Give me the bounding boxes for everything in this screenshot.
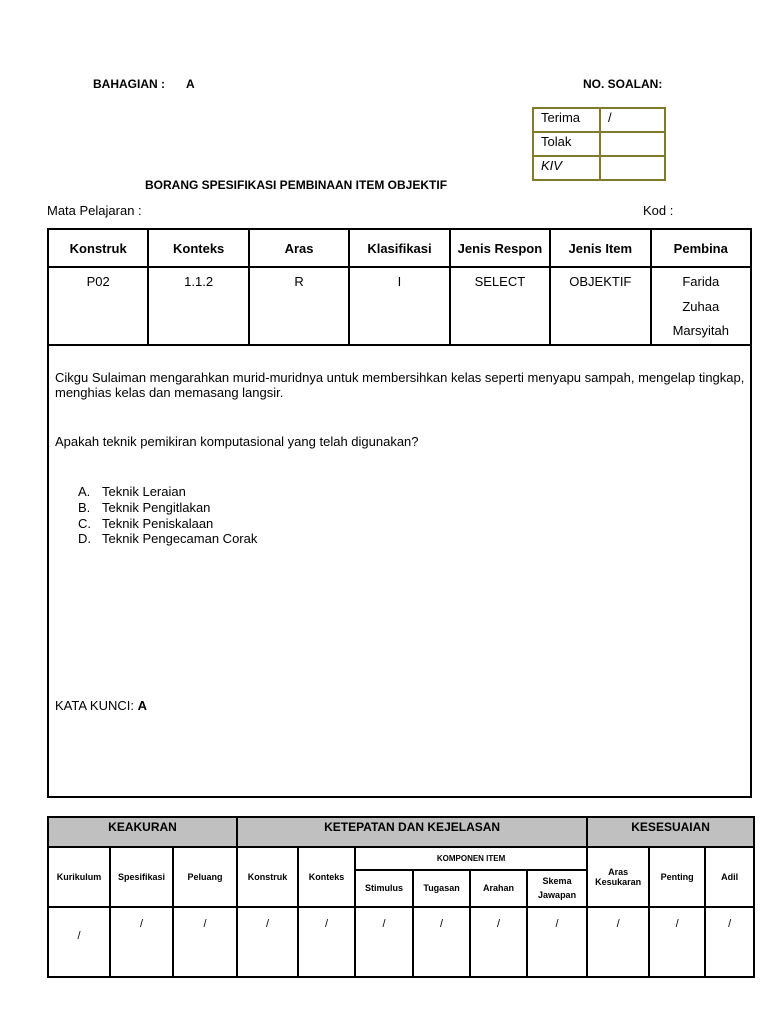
spec-header-konteks: Konteks	[148, 229, 248, 267]
answer-key-value: A	[137, 698, 147, 713]
answer-option	[78, 531, 257, 547]
rubric-mark: /	[173, 907, 237, 977]
answer-option	[78, 484, 257, 500]
answer-option	[78, 500, 257, 516]
rubric-mark: /	[355, 907, 413, 977]
rubric-group-ketepatan: KETEPATAN DAN KEJELASAN	[237, 817, 587, 847]
status-label-kiv: KIV	[533, 156, 600, 180]
rubric-table	[47, 816, 755, 978]
spec-value-pembina	[651, 267, 751, 345]
pembina-name: Zuhaa	[682, 298, 720, 314]
rubric-col-peluang: Peluang	[173, 847, 237, 907]
rubric-mark: /	[413, 907, 470, 977]
rubric-mark: /	[705, 907, 754, 977]
option-letter: C.	[78, 515, 91, 531]
option-letter: B.	[78, 499, 91, 515]
rubric-col-konstruk: Konstruk	[237, 847, 298, 907]
spec-header-jenis-item: Jenis Item	[550, 229, 650, 267]
rubric-col-skema-jawapan: Skema Jawapan	[527, 870, 587, 907]
answer-option	[78, 516, 257, 532]
spec-value-konteks: 1.1.2	[148, 267, 248, 345]
rubric-col-aras-kesukaran: Aras Kesukaran	[587, 847, 649, 907]
option-text: Teknik Leraian	[102, 484, 186, 499]
spec-header-klasifikasi: Klasifikasi	[349, 229, 449, 267]
spec-header-konstruk: Konstruk	[48, 229, 148, 267]
rubric-col-arahan: Arahan	[470, 870, 527, 907]
rubric-col-konteks: Konteks	[298, 847, 355, 907]
option-text: Teknik Pengitlakan	[102, 499, 211, 515]
answer-options	[78, 484, 257, 547]
rubric-mark: /	[527, 907, 587, 977]
spec-value-jenis-respon: SELECT	[450, 267, 550, 345]
question-box	[47, 343, 752, 798]
answer-key-label: KATA KUNCI:	[55, 698, 134, 713]
spec-value-konstruk: P02	[48, 267, 148, 345]
status-label-terima: Terima	[533, 108, 600, 132]
option-letter: D.	[78, 531, 91, 547]
rubric-mark: /	[587, 907, 649, 977]
question-prompt: Apakah teknik pemikiran komputasional yang telah digunakan?	[55, 434, 419, 449]
status-label-tolak: Tolak	[533, 132, 600, 156]
option-text: Teknik Peniskalaan	[102, 515, 214, 531]
rubric-col-kurikulum: Kurikulum	[48, 847, 110, 907]
spec-value-klasifikasi: I	[349, 267, 449, 345]
code-label: Kod :	[643, 203, 674, 218]
spec-header-jenis-respon: Jenis Respon	[450, 229, 550, 267]
section-label: BAHAGIAN :	[93, 77, 165, 91]
rubric-mark: /	[48, 907, 110, 977]
rubric-komponen-item: KOMPONEN ITEM	[355, 847, 587, 870]
rubric-mark: /	[237, 907, 298, 977]
rubric-mark: /	[470, 907, 527, 977]
status-mark-kiv	[600, 156, 665, 180]
rubric-mark: /	[298, 907, 355, 977]
rubric-mark: /	[649, 907, 705, 977]
option-letter: A.	[78, 484, 91, 499]
spec-value-aras: R	[249, 267, 349, 345]
section-value: A	[186, 77, 195, 91]
rubric-mark: /	[110, 907, 173, 977]
pembina-name: Farida	[682, 274, 720, 289]
rubric-col-stimulus: Stimulus	[355, 870, 413, 907]
rubric-col-adil: Adil	[705, 847, 754, 907]
subject-label: Mata Pelajaran :	[47, 203, 142, 218]
question-stimulus-line-1: Cikgu Sulaiman mengarahkan murid-muridnya untuk membersihkan kelas seperti menyapu sampah, mengelap tingkap,	[55, 370, 745, 385]
spec-header-pembina: Pembina	[651, 229, 751, 267]
spec-table	[47, 228, 752, 346]
rubric-col-tugasan: Tugasan	[413, 870, 470, 907]
question-number-label: NO. SOALAN:	[583, 77, 663, 91]
form-title: BORANG SPESIFIKASI PEMBINAAN ITEM OBJEKTIF	[145, 178, 448, 192]
question-stimulus-line-2: menghias kelas dan memasang langsir.	[55, 385, 284, 400]
status-box	[532, 107, 666, 181]
option-text: Teknik Pengecaman Corak	[102, 531, 258, 547]
answer-key	[55, 698, 147, 714]
spec-header-aras: Aras	[249, 229, 349, 267]
status-mark-tolak	[600, 132, 665, 156]
rubric-group-kesesuaian: KESESUAIAN	[587, 817, 754, 847]
rubric-group-keakuran: KEAKURAN	[48, 817, 237, 847]
spec-value-jenis-item: OBJEKTIF	[550, 267, 650, 345]
rubric-col-spesifikasi: Spesifikasi	[110, 847, 173, 907]
pembina-name: Marsyitah	[672, 323, 729, 338]
status-mark-terima: /	[600, 108, 665, 132]
rubric-col-penting: Penting	[649, 847, 705, 907]
